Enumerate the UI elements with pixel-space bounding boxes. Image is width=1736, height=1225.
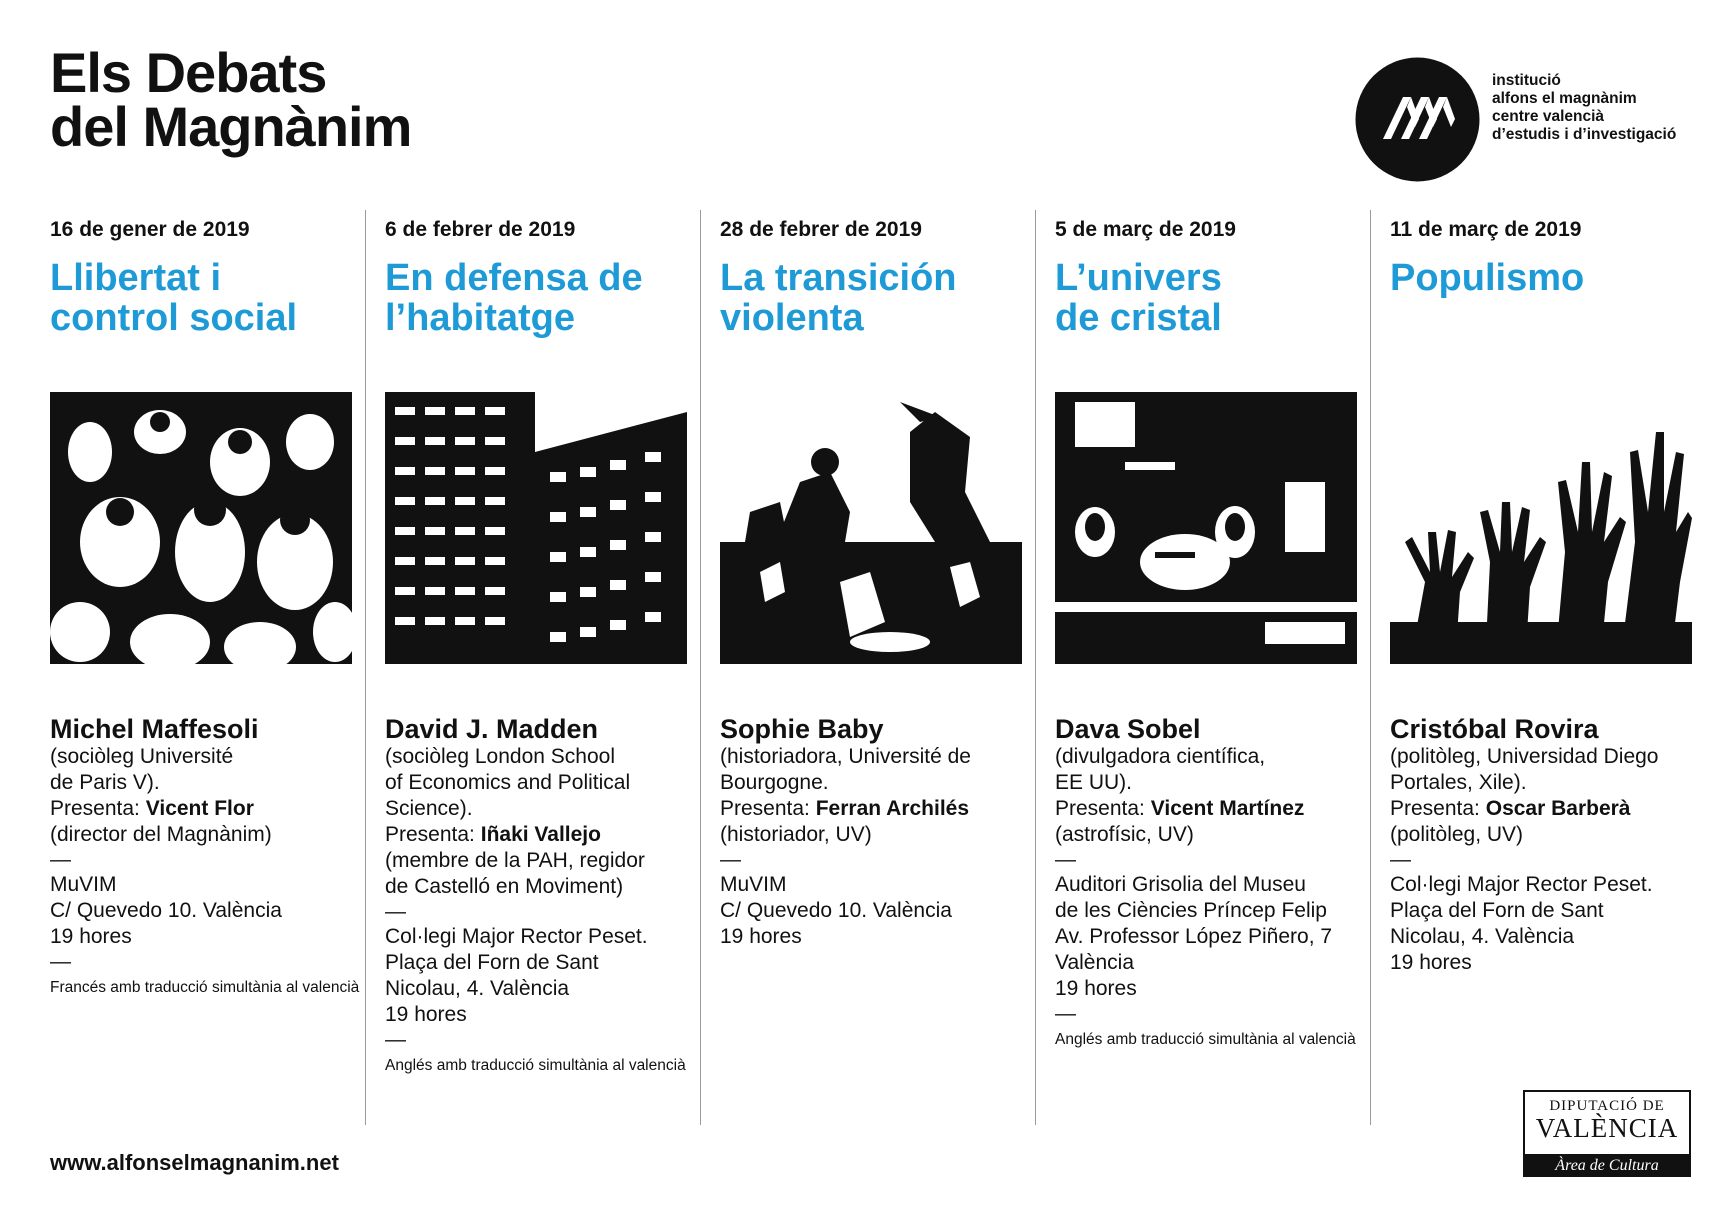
title-line-2: del Magnànim	[50, 95, 412, 158]
debate-details	[720, 714, 1030, 950]
presenter-prefix: Presenta:	[1055, 797, 1151, 820]
time: 19 hores	[50, 925, 132, 948]
presenter-line	[720, 796, 1030, 822]
presenter-role: (director del Magnànim)	[50, 823, 272, 846]
speaker-role: (politòleg, Universidad Diego	[1390, 745, 1659, 768]
time: 19 hores	[385, 1003, 467, 1026]
speaker-name: Dava Sobel	[1055, 714, 1201, 744]
institution-line-3: centre valencià	[1492, 108, 1605, 125]
venue: MuVIM	[720, 873, 787, 896]
debate-column-3	[720, 210, 1036, 1125]
translation-note: Anglés amb traducció simultània al valencià	[385, 1057, 686, 1074]
debate-details	[385, 714, 695, 1075]
debate-column-5	[1390, 210, 1705, 1125]
speaker-name: Michel Maffesoli	[50, 714, 259, 744]
sponsor-line-2: VALÈNCIA	[1535, 1113, 1679, 1143]
presenter-prefix: Presenta:	[385, 823, 481, 846]
venue: MuVIM	[50, 873, 117, 896]
topic-line-1: Populismo	[1390, 257, 1585, 299]
speaker-role: Portales, Xile).	[1390, 771, 1527, 794]
topic-line-2: de cristal	[1055, 297, 1222, 339]
debate-details	[1055, 714, 1365, 1049]
diputacio-logo-box	[1523, 1090, 1691, 1156]
separator: —	[1055, 848, 1076, 871]
speaker-role: Bourgogne.	[720, 771, 829, 794]
presenter-name: Ferran Archilés	[815, 797, 970, 820]
page-title	[50, 41, 412, 158]
topic-line-2: l’habitatge	[385, 297, 576, 339]
debate-date: 6 de febrer de 2019	[385, 218, 576, 241]
presenter-line	[1055, 796, 1365, 822]
presenter-prefix: Presenta:	[50, 797, 146, 820]
presenter-name: Vicent Flor	[145, 797, 254, 820]
debate-column-4	[1055, 210, 1371, 1125]
venue: Plaça del Forn de Sant	[385, 951, 599, 974]
venue: Auditori Grisolia del Museu	[1055, 873, 1306, 896]
riot-illustration-icon	[720, 392, 1022, 664]
speaker-role: (divulgadora científica,	[1055, 745, 1266, 768]
speaker-role: de Paris V).	[50, 771, 160, 794]
venue: Nicolau, 4. València	[1390, 925, 1575, 948]
separator: —	[50, 950, 71, 973]
separator: —	[720, 848, 741, 871]
venue: Av. Professor López Piñero, 7	[1055, 925, 1333, 948]
buildings-illustration-icon	[385, 392, 687, 664]
institution-line-4: d’estudis i d’investigació	[1492, 126, 1677, 143]
debate-topic	[50, 258, 365, 358]
presenter-name: Oscar Barberà	[1485, 797, 1631, 820]
institution-name	[1492, 72, 1676, 144]
speaker-role: of Economics and Political	[385, 771, 631, 794]
separator: —	[1055, 1002, 1076, 1025]
time: 19 hores	[720, 925, 802, 948]
speaker-name: Sophie Baby	[720, 714, 884, 744]
debate-date: 28 de febrer de 2019	[720, 218, 922, 241]
venue: Col·legi Major Rector Peset.	[1390, 873, 1653, 896]
topic-line-1: L’univers	[1055, 257, 1222, 299]
translation-note: Anglés amb traducció simultània al valencià	[1055, 1031, 1356, 1048]
speaker-role: Science).	[385, 797, 473, 820]
debate-date: 5 de març de 2019	[1055, 218, 1236, 241]
debate-topic	[1055, 258, 1370, 358]
presenter-role: de Castelló en Moviment)	[385, 875, 624, 898]
speaker-role: EE UU).	[1055, 771, 1133, 794]
title-line-1: Els Debats	[50, 41, 327, 104]
time: 19 hores	[1055, 977, 1137, 1000]
debate-topic	[1390, 258, 1705, 358]
sponsor-band: Àrea de Cultura	[1523, 1154, 1691, 1177]
speaker-name: Cristóbal Rovira	[1390, 714, 1599, 744]
diputacio-logo	[1523, 1090, 1691, 1176]
separator: —	[1390, 848, 1411, 871]
presenter-role: (astrofísic, UV)	[1055, 823, 1194, 846]
speaker-role: (sociòleg London School	[385, 745, 615, 768]
crowd-illustration-icon	[50, 392, 352, 664]
presenter-role: (politòleg, UV)	[1390, 823, 1524, 846]
magnanim-logo-icon	[1355, 57, 1480, 182]
speaker-role: (sociòleg Université	[50, 745, 234, 768]
debate-details	[50, 714, 360, 997]
debate-details	[1390, 714, 1700, 976]
presenter-prefix: Presenta:	[1390, 797, 1486, 820]
speaker-name: David J. Madden	[385, 714, 599, 744]
presenter-role: (membre de la PAH, regidor	[385, 849, 645, 872]
observatory-illustration-icon	[1055, 392, 1357, 664]
presenter-name: Iñaki Vallejo	[480, 823, 601, 846]
debate-column-2	[385, 210, 701, 1125]
separator: —	[50, 848, 71, 871]
venue: Col·legi Major Rector Peset.	[385, 925, 648, 948]
website-link[interactable]: www.alfonselmagnanim.net	[50, 1150, 339, 1175]
venue: C/ Quevedo 10. València	[50, 899, 282, 922]
speaker-role: (historiadora, Université de	[720, 745, 971, 768]
debate-date: 16 de gener de 2019	[50, 218, 250, 241]
venue: C/ Quevedo 10. València	[720, 899, 952, 922]
presenter-line	[1390, 796, 1700, 822]
institution-line-2: alfons el magnànim	[1492, 90, 1637, 107]
separator: —	[385, 900, 406, 923]
separator: —	[385, 1028, 406, 1051]
institution-line-1: institució	[1492, 72, 1561, 89]
sponsor-line-1: DIPUTACIÓ DE	[1549, 1098, 1665, 1114]
time: 19 hores	[1390, 951, 1472, 974]
topic-line-1: En defensa de	[385, 257, 643, 299]
venue: Nicolau, 4. València	[385, 977, 570, 1000]
raised-hands-illustration-icon	[1390, 392, 1692, 664]
debate-column-1	[50, 210, 366, 1125]
translation-note: Francés amb traducció simultània al valencià	[50, 979, 360, 996]
topic-line-1: Llibertat i	[50, 257, 222, 299]
topic-line-2: violenta	[720, 297, 864, 339]
debate-topic	[385, 258, 700, 358]
presenter-role: (historiador, UV)	[720, 823, 872, 846]
topic-line-1: La transición	[720, 257, 957, 299]
venue: València	[1055, 951, 1134, 974]
debate-date: 11 de març de 2019	[1390, 218, 1582, 241]
venue: Plaça del Forn de Sant	[1390, 899, 1604, 922]
venue: de les Ciències Príncep Felip	[1055, 899, 1327, 922]
presenter-line	[50, 796, 360, 822]
presenter-line	[385, 822, 695, 848]
presenter-name: Vicent Martínez	[1150, 797, 1305, 820]
presenter-prefix: Presenta:	[720, 797, 816, 820]
topic-line-2: control social	[50, 297, 298, 339]
debate-topic	[720, 258, 1035, 358]
